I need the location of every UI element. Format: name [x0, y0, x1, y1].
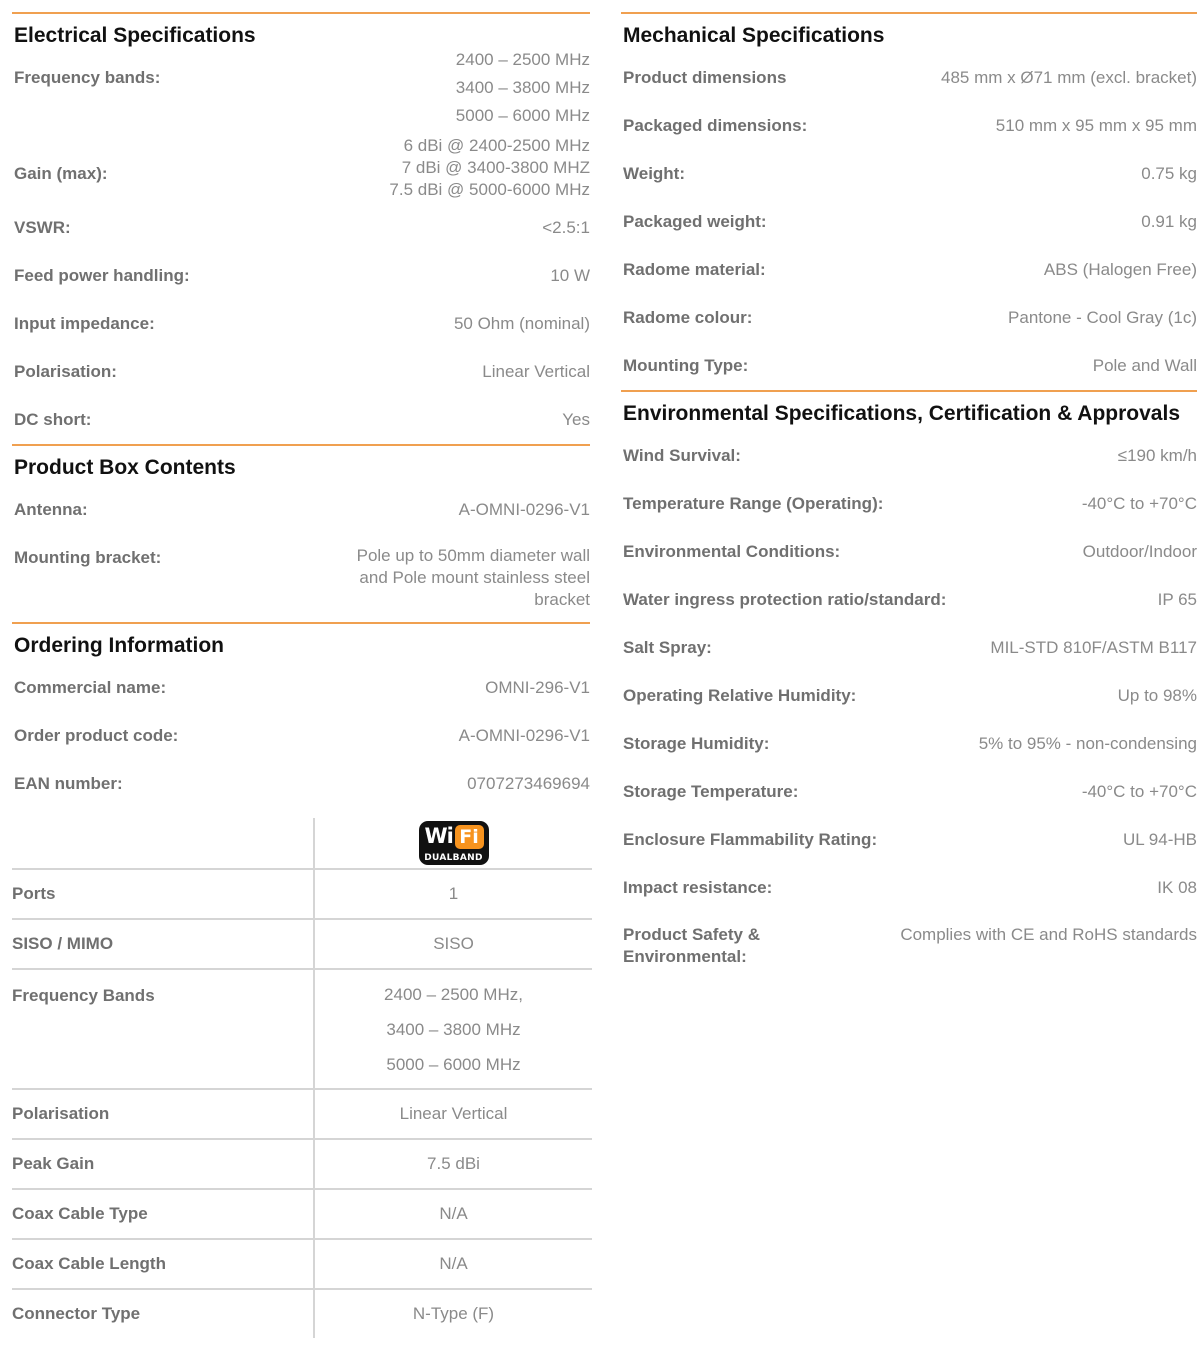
spec-value: Outdoor/Indoor: [1082, 542, 1197, 561]
spec-row: [12, 348, 590, 396]
spec-row: [12, 486, 590, 534]
frequency-value: 5000 – 6000 MHz: [455, 106, 590, 125]
spec-label: EAN number:: [14, 774, 123, 793]
spec-label: Mounting bracket:: [14, 548, 162, 567]
gain-value: 6 dBi @ 2400-2500 MHz: [403, 136, 590, 155]
wifi-logo-band: DUALBAND: [424, 853, 483, 863]
electrical-specs-section: [12, 12, 590, 444]
table-row-label: Coax Cable Type: [12, 1204, 148, 1223]
spec-row: [621, 528, 1197, 576]
table-row: [12, 1240, 592, 1290]
table-header-blank: [12, 818, 313, 868]
spec-label: Radome material:: [623, 260, 766, 279]
spec-label: DC short:: [14, 410, 92, 429]
right-column: [621, 0, 1197, 972]
wifi-logo-wi: Wi: [424, 824, 453, 848]
spec-label: Commercial name:: [14, 678, 167, 697]
spec-value: Pantone - Cool Gray (1c): [1008, 308, 1197, 327]
spec-row: [621, 54, 1197, 102]
spec-row: [621, 576, 1197, 624]
spec-value: ABS (Halogen Free): [1043, 260, 1197, 279]
spec-row: [12, 300, 590, 348]
section-title: Mechanical Specifications: [623, 24, 885, 47]
cell-text: SISO: [433, 934, 474, 953]
cell-text: N/A: [439, 1204, 468, 1223]
spec-label: Enclosure Flammability Rating:: [623, 830, 878, 849]
section-title: Ordering Information: [14, 634, 224, 657]
spec-row: [621, 624, 1197, 672]
spec-value: ≤190 km/h: [1117, 446, 1197, 465]
environmental-specs-section: [621, 390, 1197, 972]
spec-value: OMNI-296-V1: [485, 678, 590, 697]
spec-value: 0707273469694: [467, 774, 590, 793]
table-row-value: [313, 870, 592, 918]
spec-label: Polarisation:: [14, 362, 117, 381]
spec-label: VSWR:: [14, 218, 71, 237]
spec-label: Salt Spray:: [623, 638, 712, 657]
spec-value: MIL-STD 810F/ASTM B117: [990, 638, 1197, 657]
table-row: [12, 1090, 592, 1140]
spec-value: UL 94-HB: [1122, 830, 1197, 849]
table-row-value: [313, 1090, 592, 1138]
spec-label: Packaged weight:: [623, 212, 767, 231]
box-contents-section: [12, 444, 590, 622]
spec-value: Yes: [562, 410, 590, 429]
section-title: Product Box Contents: [14, 456, 236, 479]
table-row-value: [313, 1140, 592, 1188]
left-column: [12, 0, 590, 808]
spec-row-gain: [12, 138, 590, 204]
mechanical-specs-section: [621, 12, 1197, 390]
spec-value: Up to 98%: [1117, 686, 1197, 705]
spec-row: [621, 432, 1197, 480]
spec-label: Operating Relative Humidity:: [623, 686, 857, 705]
gain-value: 7.5 dBi @ 5000-6000 MHz: [389, 180, 590, 199]
spec-row: [621, 768, 1197, 816]
table-header-cell: [313, 818, 592, 868]
gain-value: 7 dBi @ 3400-3800 MHZ: [401, 158, 590, 177]
spec-label: Water ingress protection ratio/standard:: [623, 590, 947, 609]
spec-row: [12, 396, 590, 444]
spec-value: A-OMNI-0296-V1: [458, 726, 590, 745]
cell-text: 7.5 dBi: [427, 1154, 480, 1173]
spec-value: Pole up to 50mm diameter wall and Pole mount stainless steel bracket: [356, 546, 590, 609]
table-row-value: [313, 1240, 592, 1288]
wifi-dualband-logo: [419, 821, 489, 865]
spec-value: <2.5:1: [542, 218, 590, 237]
spec-row: [621, 720, 1197, 768]
spec-value: IK 08: [1157, 878, 1197, 897]
wifi-logo-fi: Fi: [455, 825, 484, 849]
spec-row-frequency-bands: [12, 50, 590, 138]
spec-value: Linear Vertical: [482, 362, 590, 381]
spec-label: Storage Humidity:: [623, 734, 770, 753]
spec-value: Complies with CE and RoHS standards: [900, 925, 1197, 944]
section-title: Environmental Specifications, Certification & Approvals: [623, 402, 1181, 425]
spec-label: Environmental Conditions:: [623, 542, 841, 561]
cell-text: 2400 – 2500 MHz,: [384, 984, 523, 1004]
spec-value: 485 mm x Ø71 mm (excl. bracket): [940, 68, 1197, 87]
cell-text: N-Type (F): [412, 1304, 495, 1323]
spec-row: [12, 664, 590, 712]
spec-row: [621, 480, 1197, 528]
table-row: [12, 970, 592, 1090]
spec-value: A-OMNI-0296-V1: [458, 500, 590, 519]
spec-label: Weight:: [623, 164, 686, 183]
table-row: [12, 1190, 592, 1240]
spec-label: Temperature Range (Operating):: [623, 494, 884, 513]
spec-label: Wind Survival:: [623, 446, 741, 465]
spec-value: 5% to 95% - non-condensing: [978, 734, 1197, 753]
spec-value: -40°C to +70°C: [1081, 494, 1197, 513]
cell-text: 1: [448, 884, 459, 903]
spec-row: [621, 672, 1197, 720]
spec-label: Gain (max):: [14, 164, 108, 183]
spec-value: Pole and Wall: [1092, 356, 1197, 375]
table-row-value: [313, 970, 592, 1088]
cell-text: Linear Vertical: [399, 1104, 508, 1123]
section-title: Electrical Specifications: [14, 24, 256, 47]
spec-row: [621, 150, 1197, 198]
spec-value: -40°C to +70°C: [1081, 782, 1197, 801]
table-row-label: Frequency Bands: [12, 986, 155, 1005]
spec-row: [621, 198, 1197, 246]
table-row-label: Polarisation: [12, 1104, 110, 1123]
spec-value: 0.75 kg: [1141, 164, 1197, 183]
cell-text: 5000 – 6000 MHz: [386, 1054, 521, 1074]
spec-row: [621, 342, 1197, 390]
spec-label: Product Safety & Environmental:: [623, 925, 760, 966]
table-row: [12, 1140, 592, 1190]
table-row: [12, 920, 592, 970]
table-row: [12, 870, 592, 920]
table-row-value: [313, 1190, 592, 1238]
spec-value: [389, 135, 590, 204]
spec-row: [621, 816, 1197, 864]
spec-value: 510 mm x 95 mm x 95 mm: [995, 116, 1197, 135]
spec-value: 10 W: [550, 266, 590, 285]
spec-label: Impact resistance:: [623, 878, 773, 897]
spec-label: Feed power handling:: [14, 266, 190, 285]
table-row-label: Ports: [12, 884, 56, 903]
spec-value: IP 65: [1157, 590, 1197, 609]
spec-row: [621, 246, 1197, 294]
table-row: [12, 1290, 592, 1338]
table-row-label: Coax Cable Length: [12, 1254, 166, 1273]
spec-row: [12, 760, 590, 808]
table-header-row: [12, 818, 592, 870]
spec-label: Order product code:: [14, 726, 179, 745]
spec-label: Input impedance:: [14, 314, 155, 333]
spec-value: 0.91 kg: [1141, 212, 1197, 231]
cell-text: N/A: [439, 1254, 468, 1273]
spec-label: Packaged dimensions:: [623, 116, 808, 135]
table-row-label: Peak Gain: [12, 1154, 95, 1173]
spec-label: Antenna:: [14, 500, 88, 519]
spec-value: [456, 46, 590, 138]
spec-label: Frequency bands:: [14, 68, 161, 87]
spec-row: [621, 294, 1197, 342]
ordering-section: [12, 622, 590, 808]
spec-value: 50 Ohm (nominal): [453, 314, 590, 333]
spec-row: [621, 102, 1197, 150]
spec-label: Radome colour:: [623, 308, 753, 327]
spec-label: Product dimensions: [623, 68, 787, 87]
spec-label: Mounting Type:: [623, 356, 749, 375]
table-row-label: SISO / MIMO: [12, 934, 114, 953]
comparison-table: [12, 818, 592, 1338]
frequency-value: 3400 – 3800 MHz: [455, 78, 590, 97]
spec-row: [621, 864, 1197, 912]
table-row-value: [313, 920, 592, 968]
spec-row: [12, 252, 590, 300]
cell-text: 3400 – 3800 MHz: [386, 1019, 521, 1039]
spec-row: [12, 534, 590, 622]
spec-row-product-safety: [621, 912, 1197, 972]
frequency-value: 2400 – 2500 MHz: [455, 50, 590, 69]
spec-row: [12, 204, 590, 252]
table-row-label: Connector Type: [12, 1304, 141, 1323]
spec-label: Storage Temperature:: [623, 782, 799, 801]
spec-row: [12, 712, 590, 760]
table-row-value: [313, 1290, 592, 1338]
